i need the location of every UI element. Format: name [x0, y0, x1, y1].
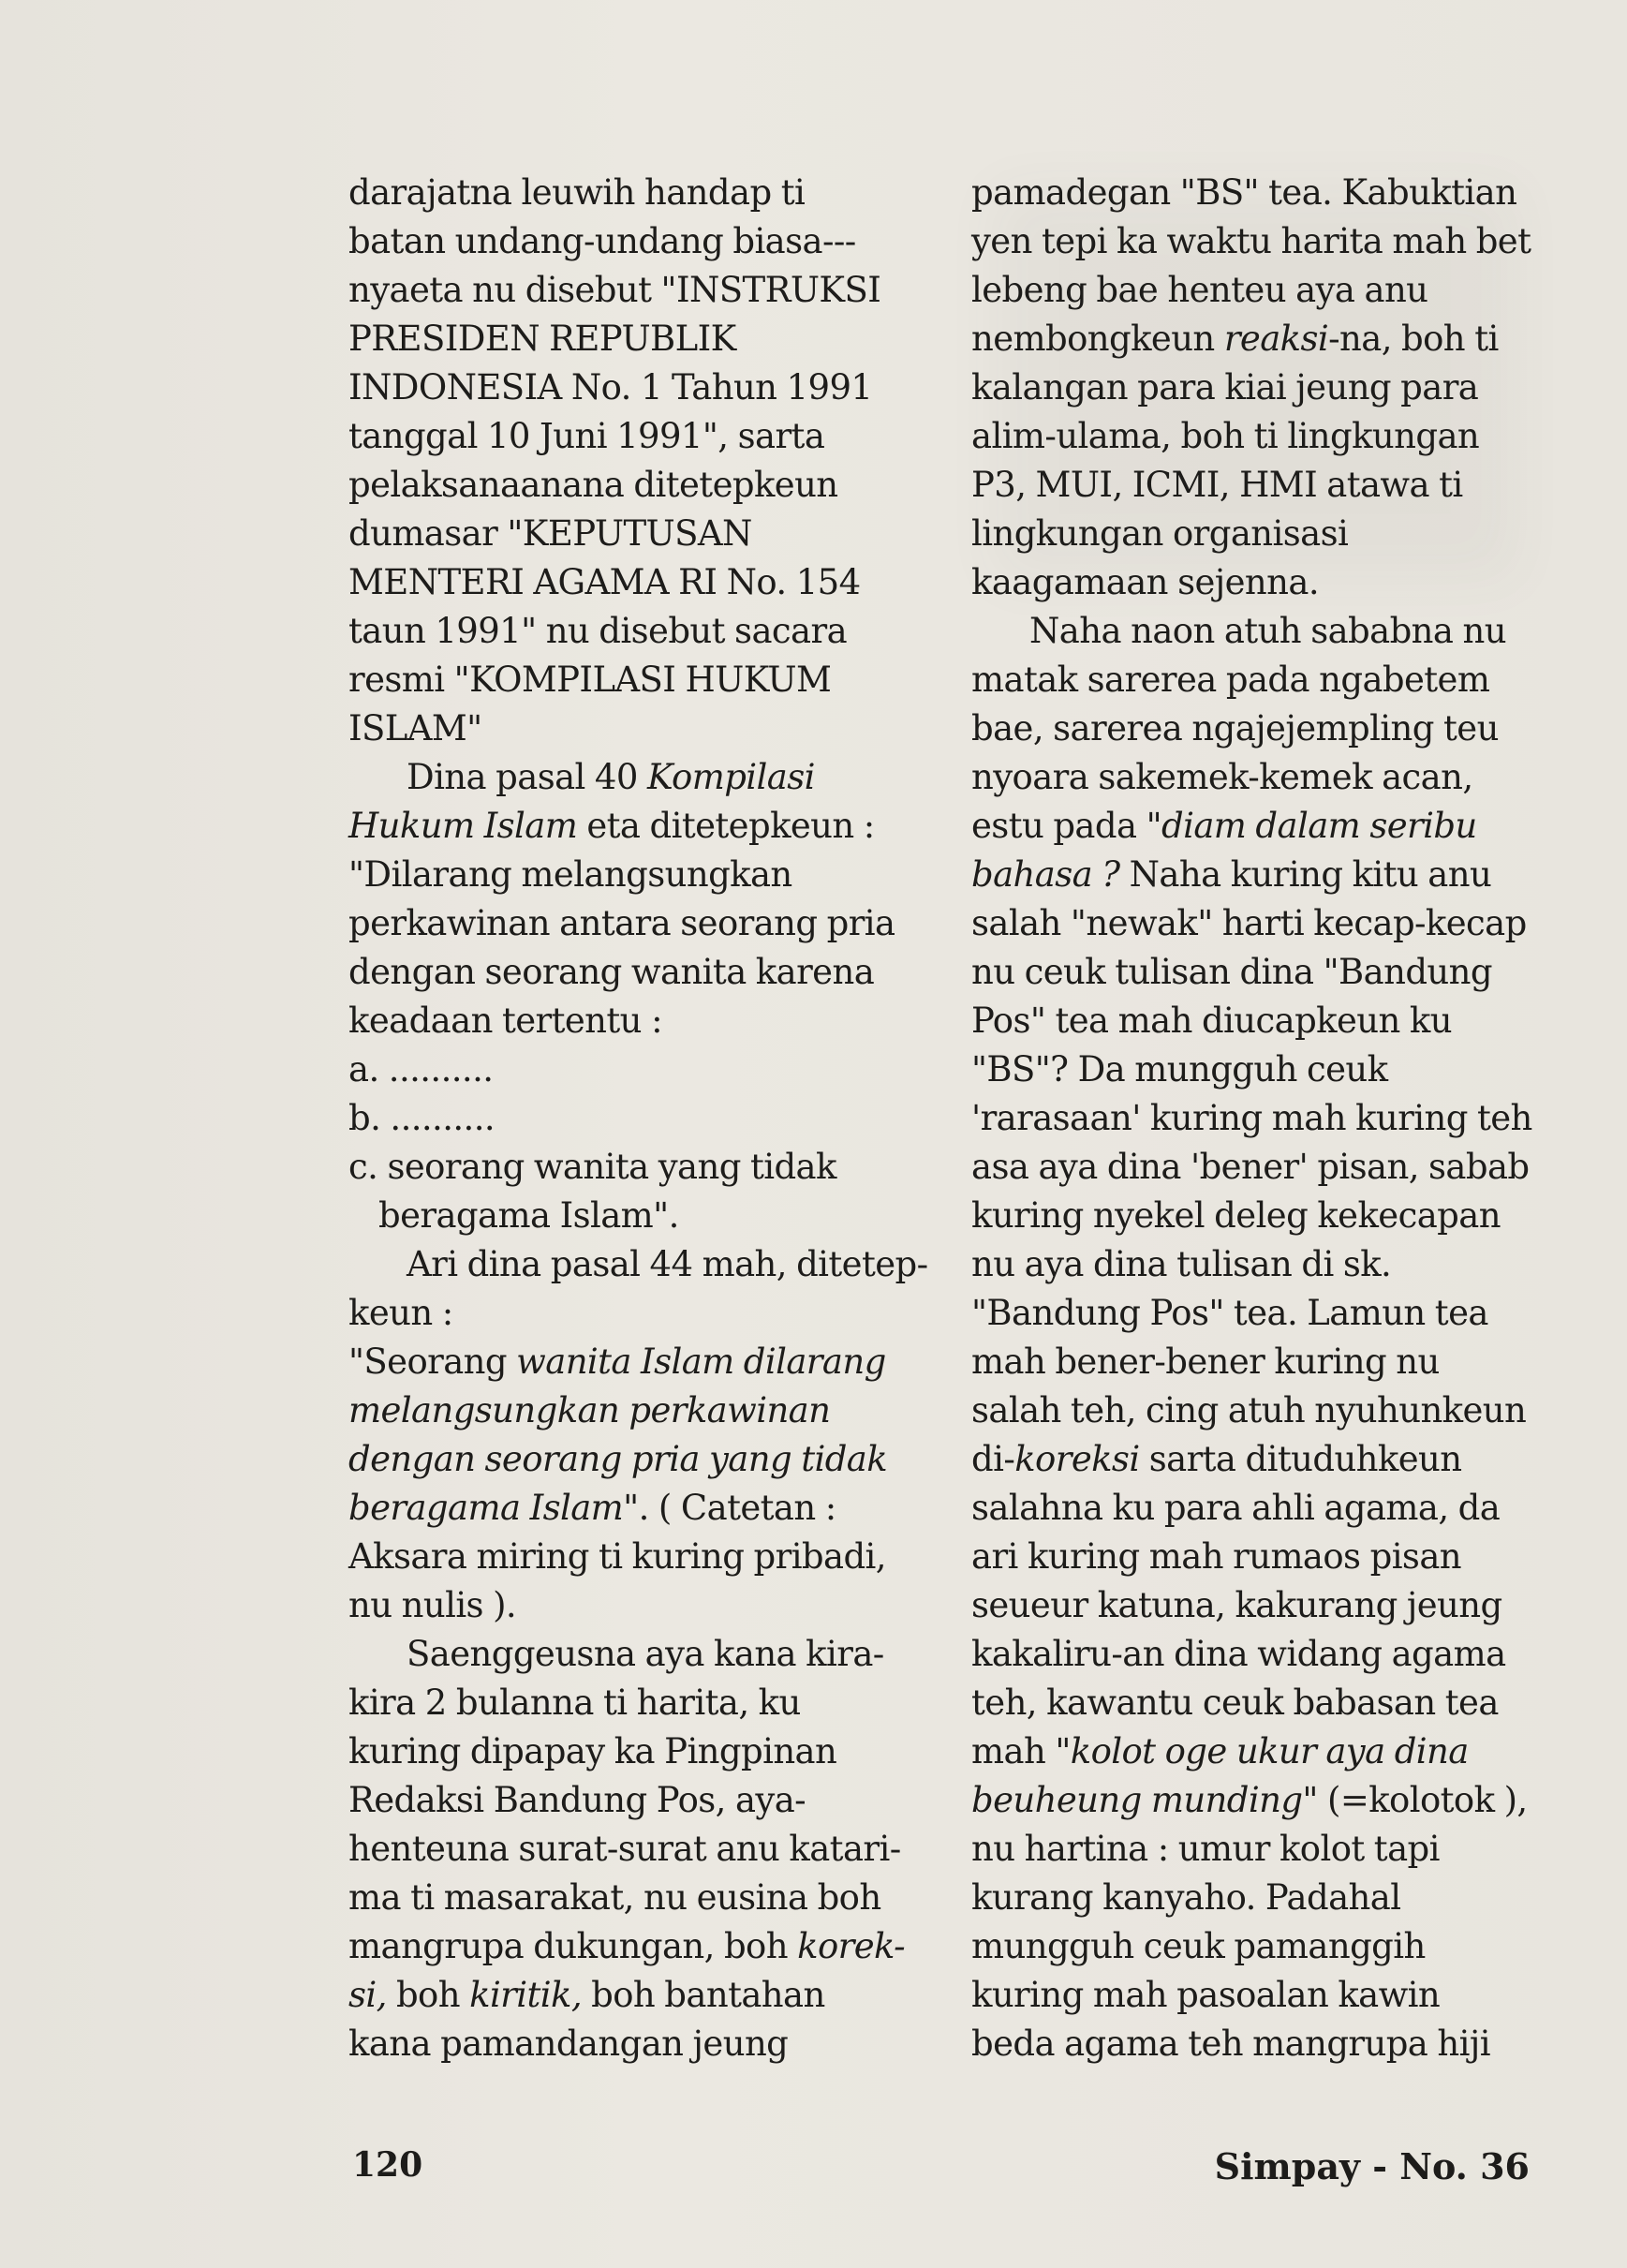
text-line [971, 315, 1571, 363]
text-segment: mah [971, 1731, 1056, 1771]
text-line [348, 1435, 929, 1484]
text-line: henteuna surat-surat anu katari- [348, 1829, 901, 1869]
text-line: beda agama teh mangrupa hiji [971, 2023, 1491, 2064]
text-segment: sarta dituduhkeun [1139, 1439, 1462, 1479]
text-line [348, 802, 929, 851]
italic-segment: kiritik, [469, 1975, 582, 2015]
text-line [348, 1386, 929, 1435]
text-line: PRESIDEN REPUBLIK [348, 319, 736, 359]
italic-segment: reaksi [1223, 319, 1329, 359]
text-line: nu hartina : umur kolot tapi [971, 1829, 1440, 1869]
text-line: "BS"? Da mungguh ceuk [971, 1049, 1388, 1090]
text-line: c. seorang wanita yang tidak [348, 1147, 836, 1187]
text-line [348, 1971, 929, 2020]
text-segment: boh [386, 1975, 470, 2015]
text-line: matak sarerea pada ngabetem [971, 660, 1490, 700]
text-line: resmi "KOMPILASI HUKUM [348, 660, 832, 700]
right-text-column [971, 169, 1571, 2068]
text-line: ISLAM" [348, 708, 482, 749]
text-line: kana pamandangan jeung [348, 2023, 789, 2064]
text-segment: "Seorang [348, 1342, 517, 1382]
text-line: teh, kawantu ceuk babasan tea [971, 1682, 1499, 1723]
page-number: 120 [352, 2145, 423, 2185]
text-line: MENTERI AGAMA RI No. 154 [348, 562, 861, 602]
text-segment: estu pada [971, 806, 1146, 846]
text-line: darajatna leuwih handap ti [348, 172, 806, 213]
text-segment: nembongkeun [971, 319, 1224, 359]
italic-segment: Kompilasi [646, 757, 815, 797]
text-line: seueur katuna, kakurang jeung [971, 1585, 1502, 1625]
text-line: alim-ulama, boh ti lingkungan [971, 416, 1480, 456]
text-line: kuring nyekel deleg kekecapan [971, 1195, 1501, 1236]
text-line: kakaliru-an dina widang agama [971, 1634, 1506, 1674]
italic-segment: korek- [797, 1926, 906, 1966]
text-line: kaagamaan sejenna. [971, 562, 1320, 602]
text-line: mah bener-bener kuring nu [971, 1342, 1440, 1382]
italic-segment: koreksi [1014, 1439, 1140, 1479]
text-segment: Dina pasal 40 [407, 757, 647, 797]
italic-segment: "diam dalam seribu [1146, 806, 1477, 846]
text-line: kuring dipapay ka Pingpinan [348, 1731, 837, 1771]
text-line: kalangan para kiai jeung para [971, 367, 1479, 408]
text-segment: di- [971, 1439, 1015, 1479]
italic-segment: "kolot oge ukur aya dina [1055, 1731, 1469, 1771]
text-line: Pos" tea mah diucapkeun ku [971, 1001, 1452, 1041]
text-line: batan undang-undang biasa--- [348, 221, 856, 261]
text-line [971, 1727, 1571, 1776]
text-line [971, 1776, 1571, 1825]
text-line: Redaksi Bandung Pos, aya- [348, 1780, 806, 1820]
text-line: dengan seorang wanita karena [348, 952, 875, 992]
text-line: Ari dina pasal 44 mah, ditetep- [407, 1244, 928, 1284]
text-line: Saenggeusna aya kana kira- [407, 1634, 884, 1674]
text-line: nyaeta nu disebut "INSTRUKSI [348, 270, 881, 310]
text-line: lingkungan organisasi [971, 513, 1349, 554]
text-line: b. .......... [348, 1098, 495, 1138]
text-line: Aksara miring ti kuring pribadi, [348, 1536, 886, 1577]
text-line [348, 1338, 929, 1386]
text-line: dumasar "KEPUTUSAN [348, 513, 752, 554]
text-segment: ". ( Catetan : [623, 1488, 836, 1528]
italic-segment: Hukum Islam [348, 806, 578, 846]
italic-segment: melangsungkan perkawinan [348, 1390, 831, 1430]
text-line: nyoara sakemek-kemek acan, [971, 757, 1473, 797]
text-line: kurang kanyaho. Padahal [971, 1877, 1401, 1918]
text-line: perkawinan antara seorang pria [348, 903, 895, 943]
text-line: salah teh, cing atuh nyuhunkeun [971, 1390, 1527, 1430]
text-line: Naha naon atuh sababna nu [1029, 611, 1506, 651]
text-line: beragama Islam". [378, 1195, 679, 1236]
text-line [348, 1484, 929, 1533]
italic-segment: dengan seorang pria yang tidak [348, 1439, 888, 1479]
text-line: "Bandung Pos" tea. Lamun tea [971, 1293, 1488, 1333]
text-line: mungguh ceuk pamanggih [971, 1926, 1426, 1966]
text-line: salah "newak" harti kecap-kecap [971, 903, 1527, 943]
text-line [348, 1922, 929, 1971]
text-line [971, 1435, 1571, 1484]
text-line: bae, sarerea ngajejempling teu [971, 708, 1499, 749]
text-line: P3, MUI, ICMI, HMI atawa ti [971, 465, 1463, 505]
italic-segment: beuheung munding" [971, 1780, 1318, 1820]
journal-title: Simpay - No. 36 [1214, 2145, 1530, 2187]
text-line: tanggal 10 Juni 1991", sarta [348, 416, 825, 456]
text-line: keun : [348, 1293, 453, 1333]
text-segment: boh bantahan [581, 1975, 825, 2015]
text-line: nu ceuk tulisan dina "Bandung [971, 952, 1492, 992]
text-line: lebeng bae henteu aya anu [971, 270, 1428, 310]
text-line: pamadegan "BS" tea. Kabuktian [971, 172, 1517, 213]
text-line: a. .......... [348, 1049, 494, 1090]
text-line: nu nulis ). [348, 1585, 517, 1625]
text-line [971, 802, 1571, 851]
text-segment: -na, boh ti [1328, 319, 1499, 359]
italic-segment: si, [348, 1975, 387, 2015]
italic-segment: bahasa ? [971, 854, 1120, 895]
text-segment: Naha kuring kitu anu [1119, 854, 1492, 895]
text-line: yen tepi ka waktu harita mah bet [971, 221, 1531, 261]
text-line: salahna ku para ahli agama, da [971, 1488, 1501, 1528]
text-line: kuring mah pasoalan kawin [971, 1975, 1441, 2015]
text-line [348, 753, 929, 802]
text-line: kira 2 bulanna ti harita, ku [348, 1682, 801, 1723]
text-line: "Dilarang melangsungkan [348, 854, 792, 895]
italic-segment: beragama Islam [348, 1488, 624, 1528]
text-segment: (=kolotok ), [1317, 1780, 1528, 1820]
text-line: nu aya dina tulisan di sk. [971, 1244, 1392, 1284]
italic-segment: wanita Islam dilarang [516, 1342, 886, 1382]
text-segment: eta ditetepkeun : [577, 806, 875, 846]
text-line: INDONESIA No. 1 Tahun 1991 [348, 367, 873, 408]
text-segment: mangrupa dukungan, boh [348, 1926, 798, 1966]
left-text-column [348, 169, 929, 2068]
text-line: asa aya dina 'bener' pisan, sabab [971, 1147, 1530, 1187]
text-line: pelaksanaanana ditetepkeun [348, 465, 838, 505]
text-line: ma ti masarakat, nu eusina boh [348, 1877, 881, 1918]
text-line: keadaan tertentu : [348, 1001, 662, 1041]
text-line: ari kuring mah rumaos pisan [971, 1536, 1462, 1577]
text-line [971, 851, 1571, 899]
text-line: taun 1991" nu disebut sacara [348, 611, 848, 651]
text-line: 'rarasaan' kuring mah kuring teh [971, 1098, 1532, 1138]
